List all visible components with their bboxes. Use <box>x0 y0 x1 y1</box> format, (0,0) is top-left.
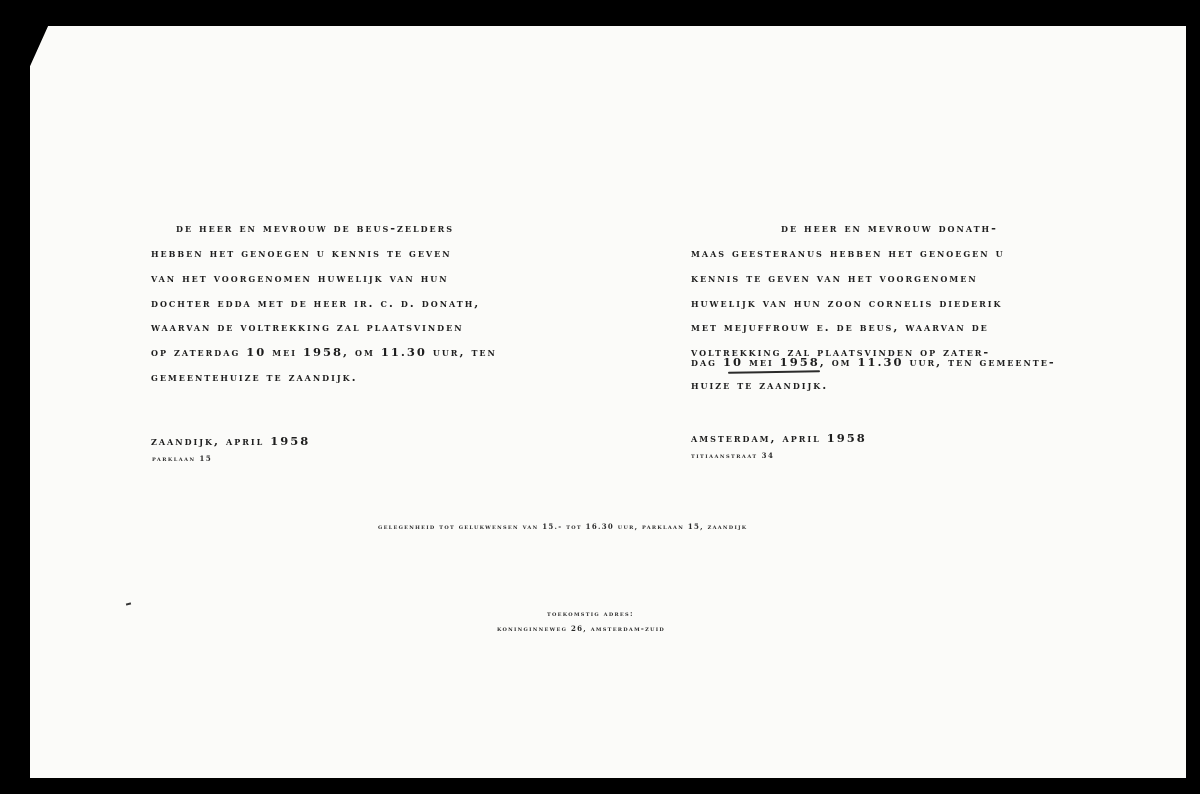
left-line-4: dochter edda met de heer ir. c. d. donath, <box>151 296 481 310</box>
left-line-6: op zaterdag 10 mei 1958, om 11.30 uur, ten <box>151 345 497 359</box>
right-line-8: huize te zaandijk. <box>691 378 829 392</box>
folded-corner <box>30 26 48 66</box>
left-line-2: hebben het genoegen u kennis te geven <box>151 246 452 260</box>
left-line-1: de heer en mevrouw de beus-zelders <box>176 221 455 235</box>
left-address: parklaan 15 <box>152 454 213 463</box>
right-address: titiaanstraat 34 <box>691 451 775 460</box>
right-line-6: voltrekking zal plaatsvinden op zater- <box>691 345 991 359</box>
right-line-7: dag 10 mei 1958, om 11.30 uur, ten gemeente- <box>691 355 1056 369</box>
future-address-label: toekomstig adres: <box>547 609 634 618</box>
future-address-value: koninginneweg 26, amsterdam-zuid <box>497 624 666 633</box>
right-line-4: huwelijk van hun zoon cornelis diederik <box>691 296 1003 310</box>
left-line-7: gemeentehuize te zaandijk. <box>151 370 358 384</box>
reception-line: gelegenheid tot gelukwensen van 15.- tot 16.30 uur, parklaan 15, zaandijk <box>378 522 748 531</box>
right-line-3: kennis te geven van het voorgenomen <box>691 271 978 285</box>
right-line-2: maas geesteranus hebben het genoegen u <box>691 246 1005 260</box>
right-line-5: met mejuffrouw e. de beus, waarvan de <box>691 320 989 334</box>
paper-sheet <box>30 26 1186 778</box>
left-line-3: van het voorgenomen huwelijk van hun <box>151 271 449 285</box>
left-line-5: waarvan de voltrekking zal plaatsvinden <box>151 320 464 334</box>
right-line-1: de heer en mevrouw donath- <box>781 221 998 235</box>
right-place-date: amsterdam, april 1958 <box>691 431 867 445</box>
left-place-date: zaandijk, april 1958 <box>151 434 311 448</box>
